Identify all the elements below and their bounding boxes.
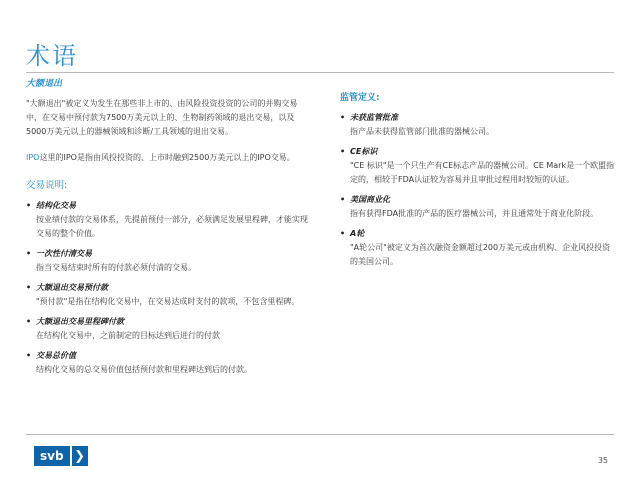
bullet-icon: • (26, 317, 32, 326)
page-title: 术语 (26, 42, 78, 70)
reg-item (340, 193, 618, 221)
reg-item-desc: "A轮公司"被定义为首次融资金额超过200万美元或由机构、企业风投投资的美国公司。 (350, 243, 611, 266)
reg-item (340, 145, 618, 187)
deal-item (26, 315, 308, 343)
deal-item-desc: 在结构化交易中，之前制定的目标达到后进行的付款 (36, 331, 220, 340)
footer-divider (26, 434, 614, 435)
reg-item-title: 未获监管批准 (350, 113, 398, 122)
right-column (340, 90, 618, 275)
deal-item-title: 大额退出交易预付款 (36, 283, 108, 292)
exit-heading: 大额退出 (26, 79, 63, 89)
deal-item (26, 349, 308, 377)
reg-item (340, 111, 618, 139)
deal-heading: 交易说明: (26, 180, 68, 191)
svb-logo (34, 446, 88, 466)
bullet-icon: • (26, 351, 32, 360)
deal-item-desc: 结构化交易的总交易价值包括预付款和里程碑达到后的付款。 (36, 365, 252, 374)
regulatory-heading: 监管定义: (340, 93, 380, 103)
reg-item-desc: "CE 标识"是一个只生产有CE标志产品的器械公司。CE Mark是一个欧盟指定的，相较于FDA认证较为容易并且审批过程用时较短的认证。 (350, 161, 615, 184)
reg-item-desc: 指有获得FDA批准的产品的医疗器械公司，并且通常处于商业化阶段。 (350, 209, 599, 218)
deal-item-title: 结构化交易 (36, 201, 76, 210)
logo-text: svb (34, 446, 70, 466)
deal-item-desc: 按业绩付款的交易体系，先提前预付一部分，必须满足发展里程碑，才能实现交易的整个价值。 (36, 215, 308, 238)
deal-item-title: 大额退出交易里程碑付款 (36, 317, 124, 326)
bullet-icon: • (26, 283, 32, 292)
deal-item (26, 281, 308, 309)
reg-item-title: 美国商业化 (350, 195, 390, 204)
deal-item-title: 交易总价值 (36, 351, 76, 360)
reg-item (340, 227, 618, 269)
bullet-icon: • (340, 113, 346, 122)
deal-item-desc: 指当交易结束时所有的付款必须付清的交易。 (36, 263, 196, 272)
bullet-icon: • (340, 195, 346, 204)
bullet-icon: • (26, 201, 32, 210)
deal-item (26, 247, 308, 275)
bullet-icon: • (340, 229, 346, 238)
page-number: 35 (597, 456, 608, 465)
deal-item (26, 199, 308, 241)
ipo-keyword: IPO (26, 153, 40, 162)
deal-item-desc: "预付款"是指在结构化交易中，在交易达成时支付的款项，不包含里程碑。 (36, 297, 300, 306)
bullet-icon: • (26, 249, 32, 258)
deal-item-title: 一次性付清交易 (36, 249, 92, 258)
left-column (26, 76, 308, 383)
chevron-right-icon: ❯ (72, 446, 88, 466)
reg-item-title: CE标识 (350, 147, 378, 156)
reg-item-desc: 指产品未获得监管部门批准的器械公司。 (350, 127, 494, 136)
title-divider (26, 72, 614, 73)
ipo-text: 这里的IPO是指由风投投资的、上市时融到2500万美元以上的IPO交易。 (39, 153, 295, 162)
ipo-definition (26, 151, 308, 165)
reg-item-title: A轮 (350, 229, 365, 238)
bullet-icon: • (340, 147, 346, 156)
exit-definition: "大额退出"被定义为发生在那些非上市的、由风险投资投资的公司的并购交易中，在交易中预付款为7500万美元以上的、生物制药领域的退出交易，以及5000万美元以上的器械领域和诊断/工具领域的退出交易。 (26, 99, 298, 136)
